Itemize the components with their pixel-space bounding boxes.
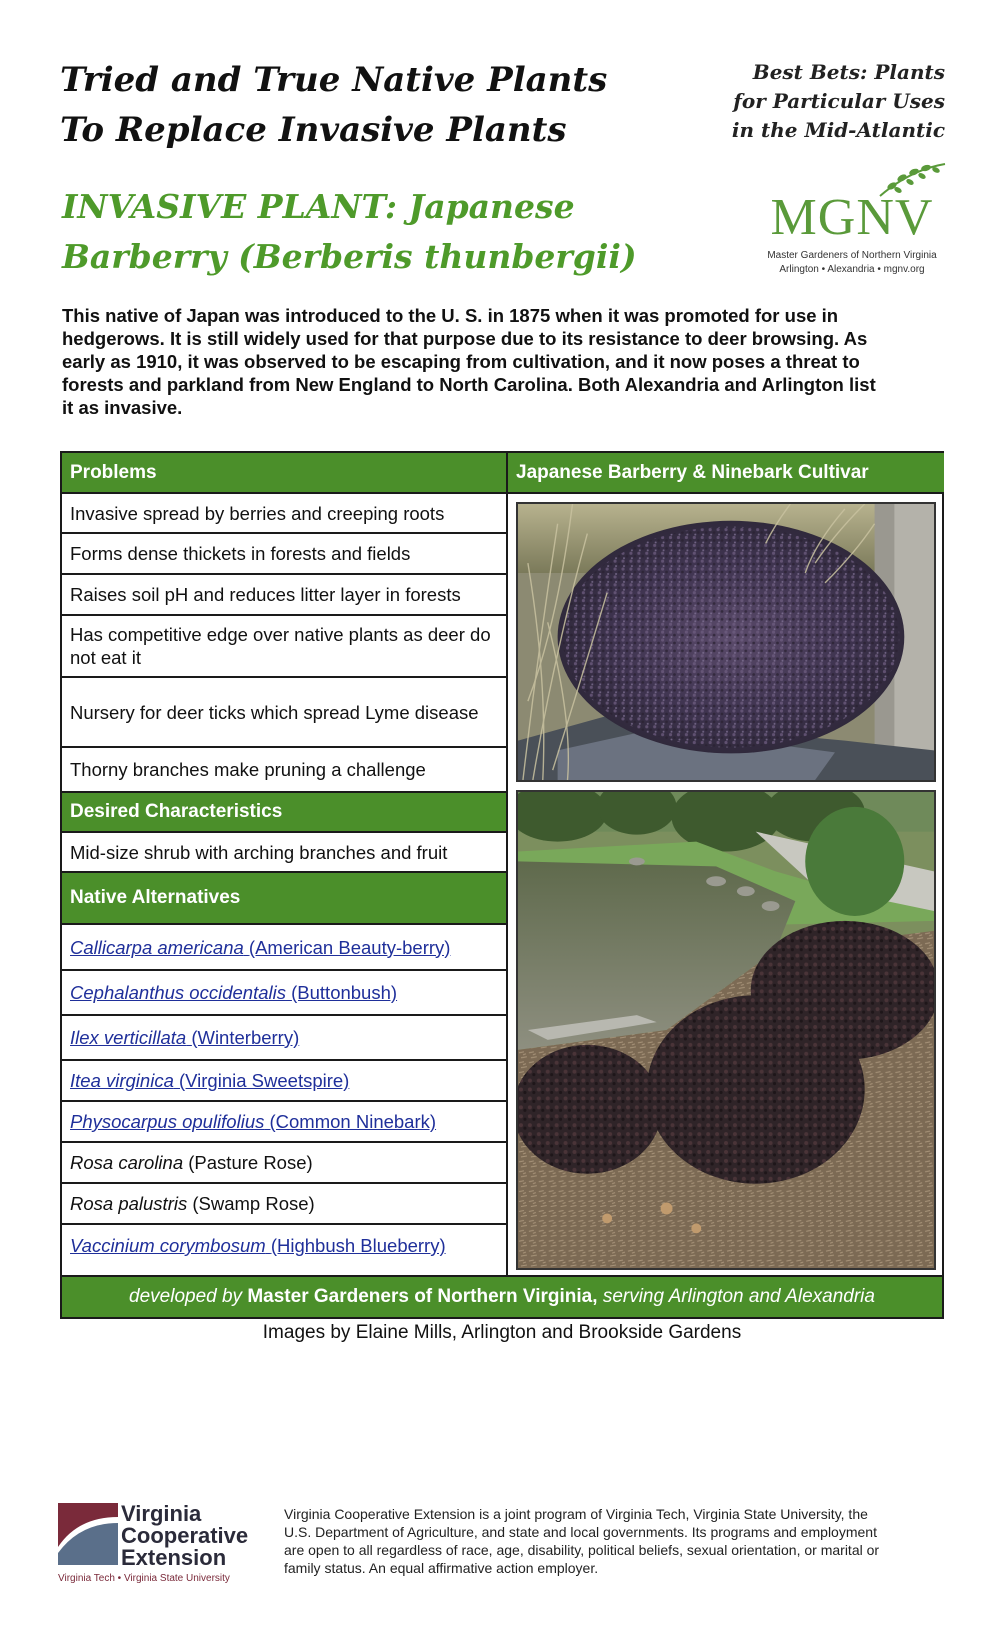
alternative-item[interactable] [62,1061,506,1102]
best-bets-line-3: in the Mid-Atlantic [731,118,945,142]
alternative-item[interactable] [62,1225,506,1266]
footer-org: Master Gardeners of Northern Virginia, [247,1286,598,1307]
title-line-1: Tried and True Native Plants [60,60,608,100]
footer-pre: developed by [129,1286,243,1307]
problem-item: Invasive spread by berries and creeping roots [62,494,506,534]
left-column [62,453,506,1266]
problem-item: Nursery for deer ticks which spread Lyme disease [62,678,506,748]
photo-header: Japanese Barberry & Ninebark Cultivar [508,453,944,494]
alternative-latin[interactable]: Physocarpus opulifolius [70,1111,265,1132]
best-bets-line-1: Best Bets: Plants [752,60,945,84]
vce-name-line-3: Extension [121,1545,227,1570]
alternative-common: (Pasture Rose) [188,1152,313,1173]
developed-by-bar [62,1275,942,1317]
alternative-latin[interactable]: Cephalanthus occidentalis [70,982,286,1003]
vce-logo [58,1503,258,1588]
alternative-common[interactable]: (Virginia Sweetspire) [179,1070,350,1091]
alternative-latin: Rosa palustris [70,1193,188,1214]
best-bets-line-2: for Particular Uses [733,89,945,113]
vce-name-line-2: Cooperative [121,1523,249,1548]
page-title [60,55,660,155]
alternative-item [62,1184,506,1225]
ninebark-photo-image [518,792,934,1268]
image-credit: Images by Elaine Mills, Arlington and Brookside Gardens [262,1322,742,1343]
alternative-common[interactable]: (Common Ninebark) [269,1111,437,1132]
footer-post: serving Arlington and Alexandria [602,1286,875,1307]
alternative-latin[interactable]: Ilex verticillata [70,1027,187,1048]
alternative-item[interactable] [62,1016,506,1061]
mgnv-subtitle: Master Gardeners of Northern Virginia [767,250,937,261]
problem-item: Raises soil pH and reduces litter layer in forests [62,575,506,616]
invasive-plant-title [62,182,702,282]
mgnv-logo [752,160,952,275]
alternative-common[interactable]: (American Beauty-berry) [248,936,451,958]
barberry-photo-image [518,504,934,780]
title-line-2: To Replace Invasive Plants [60,110,567,150]
alternative-item[interactable] [62,925,506,971]
ninebark-photo [516,790,936,1270]
alternative-latin[interactable]: Vaccinium corymbosum [70,1235,266,1256]
alternative-latin[interactable]: Callicarpa americana [70,936,244,958]
alternative-latin: Rosa carolina [70,1152,184,1173]
mgnv-locations: Arlington • Alexandria • mgnv.org [779,264,925,275]
alternative-item[interactable] [62,971,506,1016]
native-alternatives-header: Native Alternatives [62,873,506,925]
right-column [506,453,944,1281]
desired-characteristics-header: Desired Characteristics [62,793,506,833]
vce-universities: Virginia Tech • Virginia State University [58,1573,230,1584]
vce-emblem-icon [58,1503,118,1565]
best-bets-tagline [685,58,945,145]
problem-item: Forms dense thickets in forests and fields [62,534,506,575]
vce-name-line-1: Virginia [121,1501,202,1526]
alternative-latin[interactable]: Itea virginica [70,1070,174,1091]
desired-item: Mid-size shrub with arching branches and fruit [62,833,506,873]
alternative-item[interactable] [62,1102,506,1143]
problem-item: Thorny branches make pruning a challenge [62,748,506,793]
problem-item: Has competitive edge over native plants as deer do not eat it [62,616,506,678]
alternative-common[interactable]: (Buttonbush) [291,982,398,1003]
barberry-photo [516,502,936,782]
info-table [60,451,944,1319]
mgnv-wordmark: MGNV [770,189,934,246]
alternative-item [62,1143,506,1184]
invasive-line-1: INVASIVE PLANT: Japanese [62,187,575,226]
problems-header: Problems [62,453,506,494]
intro-paragraph: This native of Japan was introduced to the U. S. in 1875 when it was promoted for use in hedgerows. It is still widely used for that purpose due to its resistance to deer browsing. As early as 1910, it was observed to be escaping from cultivation, and it now poses a threat to forests and parkland from New England to North Carolina. Both Alexandria and Arlington list it as invasive. [62,305,876,418]
alternative-common[interactable]: (Winterberry) [191,1027,300,1048]
alternative-common[interactable]: (Highbush Blueberry) [270,1235,446,1256]
invasive-line-2: Barberry (Berberis thunbergii) [62,237,637,276]
alternative-common: (Swamp Rose) [192,1193,315,1214]
vce-statement: Virginia Cooperative Extension is a joint program of Virginia Tech, Virginia State University, the U.S. Department of Agriculture, and state and local governments. Its programs and employment are open to all regardless of race, age, disability, political beliefs, sexual orientation, or marital or family status. An equal affirmative action employer. [284,1506,880,1576]
